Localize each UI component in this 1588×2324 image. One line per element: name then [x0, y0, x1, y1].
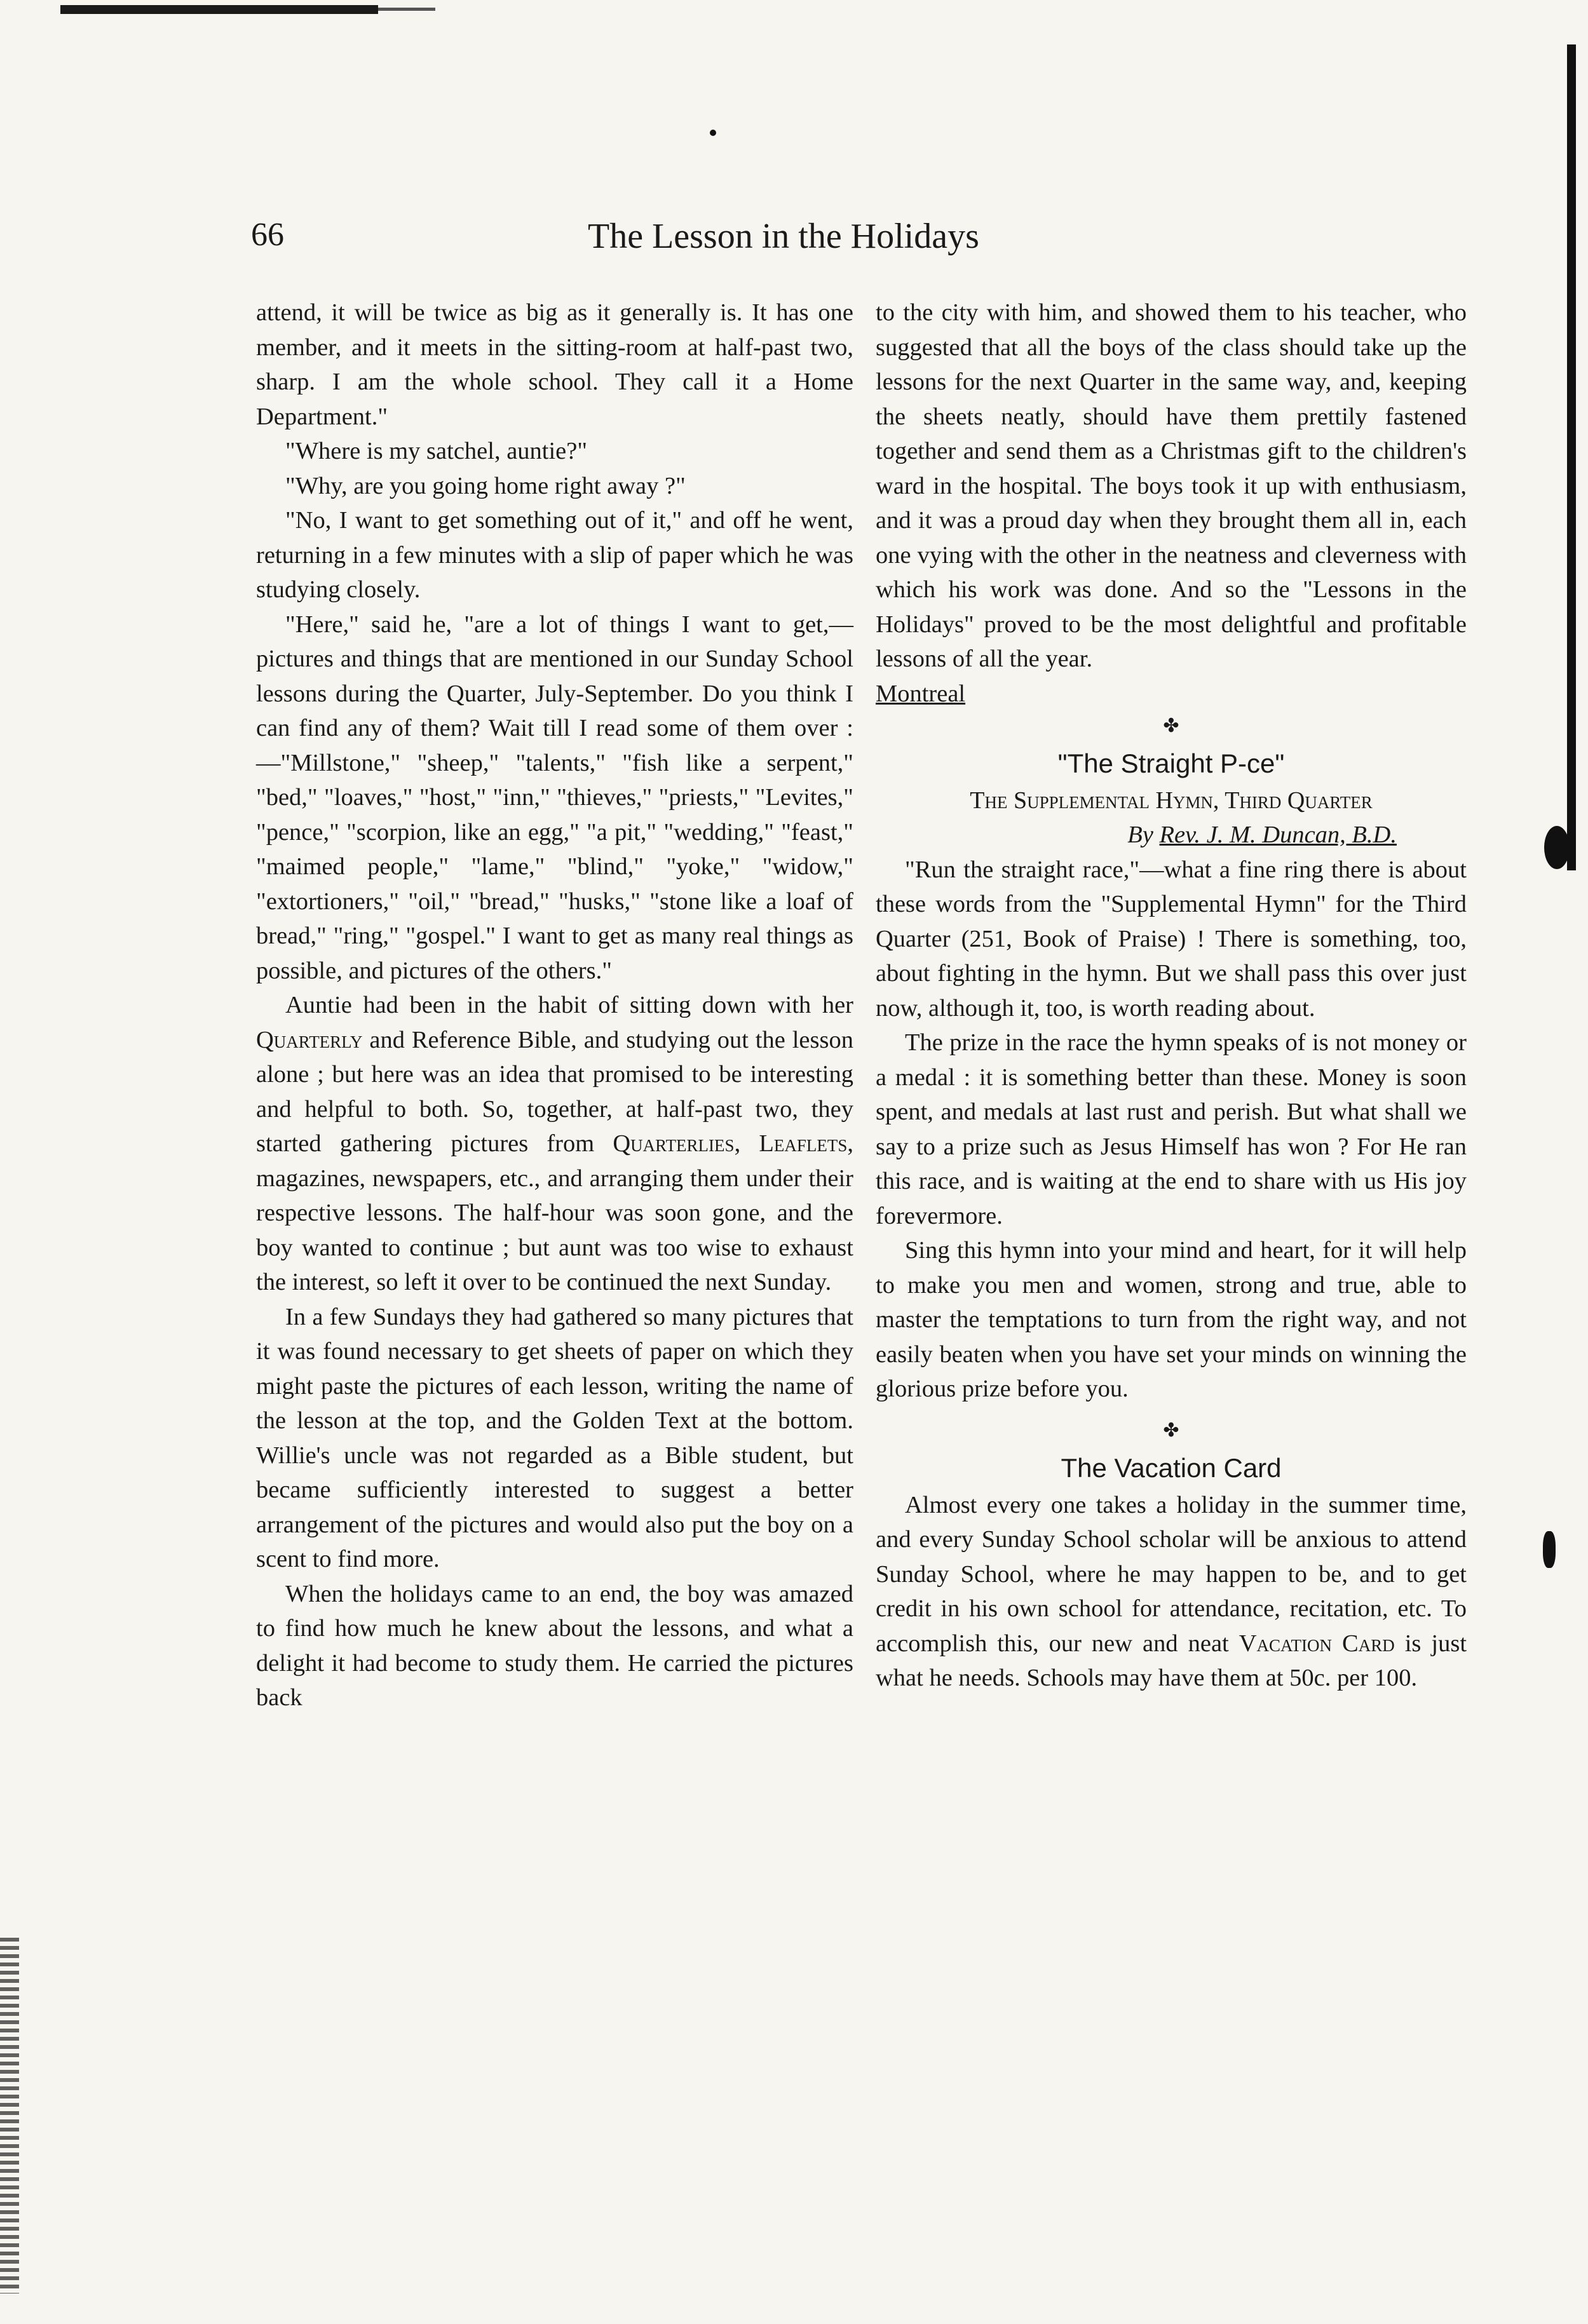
paragraph: Sing this hymn into your mind and heart, for it will help to make you men and women, strong and true, able to master the temptations to turn from the right way, and not easily beaten when you have set your minds on winning the glorious prize before you.: [876, 1237, 1467, 1402]
author-name: Rev. J. M. Duncan, B.D.: [1159, 821, 1397, 848]
paragraph: The prize in the race the hymn speaks of is not money or a medal : it is something better than these. Money is soon spent, and medals at last rust and perish. But what shall we say to a prize such as Jesus Himself has won ? For He ran this race, and is waiting at the end to share with us His joy forevermore.: [876, 1029, 1467, 1229]
leaflets-small-caps: Leaflets: [759, 1130, 848, 1157]
author-prefix: By: [1127, 821, 1160, 848]
article-title: "The Straight P-ce": [1057, 748, 1285, 778]
paragraph: "No, I want to get something out of it," and off he went, returning in a few minutes with a slip of paper which he was studying closely.: [256, 507, 853, 603]
vacation-card-title: The Vacation Card: [1061, 1452, 1282, 1483]
quarterly-small-caps: Quarterly: [256, 1026, 363, 1053]
article-subtitle: The Supplemental Hymn, Third Quarter: [970, 787, 1373, 814]
scan-mark-right-edge: [1567, 44, 1576, 870]
scan-mark-top: [60, 5, 378, 14]
text-run: , magazines, newspapers, etc., and arranging them under their respective lessons. The half-hour was soon gone, and the boy wanted to continue ; but aunt was too wise to exhaust the interest, so left it over to be continued the next Sunday.: [256, 1130, 854, 1295]
text-run: Auntie had been in the habit of sitting down with her: [285, 992, 853, 1018]
paragraph: When the holidays came to an end, the boy was amazed to find how much he knew about the lessons, and what a delight it had become to study them. He carried the pictures back: [256, 1580, 853, 1711]
page-number: 66: [251, 217, 284, 253]
page-header: [251, 216, 1452, 276]
scan-mark-top-faint: [378, 8, 435, 11]
ornament-icon: ✤: [1163, 715, 1179, 736]
paragraph: "Why, are you going home right away ?": [285, 472, 686, 499]
left-column: [256, 295, 853, 1715]
paragraph: "Where is my satchel, auntie?": [285, 438, 588, 464]
running-title: The Lesson in the Holidays: [588, 217, 979, 256]
text-run: Almost every one takes a holiday in the summer time, and every Sunday School scholar will be anxious to attend Sunday School, where he may happen to be, and to get credit in his own school for attendance, recitation, etc. To accomplish this, our new and neat: [876, 1491, 1467, 1657]
paragraph: [256, 988, 853, 1300]
scan-blot-dot: [710, 130, 716, 136]
quarterlies-small-caps: Quarterlies: [613, 1130, 735, 1157]
signoff-location: Montreal: [876, 680, 966, 707]
text-run: and Reference Bible, and studying out the lesson alone ; but here was an idea that promised to be interesting and helpful to both. So, together, at half-past two, they started gathering pictures from: [256, 1026, 853, 1157]
paragraph: to the city with him, and showed them to his teacher, who suggested that all the boys of the class should take up the lessons for the next Quarter in the same way, and, keeping the sheets neatly, should have them prettily fastened together and send them as a Christmas gift to the children's ward in the hospital. The boys took it up with enthusiasm, and it was a proud day when they brought them all in, each one vying with the other in the neatness and cleverness with which his work was done. And so the "Lessons in the Holidays" proved to be the most delightful and profitable lessons of all the year.: [876, 299, 1467, 672]
right-column: [876, 295, 1467, 1696]
paragraph: In a few Sundays they had gathered so many pictures that it was found necessary to get sheets of paper on which they might paste the pictures of each lesson, writing the name of the lesson at the top, and the Golden Text at the bottom. Willie's uncle was not regarded as a Bible student, but became sufficiently interested to suggest a better arrangement of the pictures and would also put the boy on a scent to find more.: [256, 1303, 853, 1572]
paragraph: attend, it will be twice as big as it generally is. It has one member, and it meets in the sitting-room at half-past two, sharp. I am the whole school. They call it a Home Department.": [256, 299, 853, 430]
paragraph: "Run the straight race,"—what a fine ring there is about these words from the "Supplemental Hymn" for the Third Quarter (251, Book of Praise) ! There is something, too, about fighting in the hymn. But we shall pass this over just now, although it, too, is worth reading about.: [876, 856, 1467, 1022]
ornament-icon: ✤: [1163, 1419, 1179, 1441]
text-run: is just what he needs. Schools may have them at 50c. per 100.: [876, 1630, 1467, 1691]
scan-blot-mark: [1543, 1531, 1556, 1568]
scan-mark-left-edge: [0, 1938, 19, 2294]
paragraph: [876, 1488, 1467, 1696]
paragraph: "Here," said he, "are a lot of things I want to get,—pictures and things that are mentioned in our Sunday School lessons during the Quarter, July-September. Do you think I can find any of them? Wait till I read some of them over : —"Millstone," "sheep," "talents," "fish like a serpent," "bed," "loaves," "host," "inn," "thieves," "priests," "Levites," "pence," "scorpion, like an egg," "a pit," "wedding," "feast," "maimed people," "lame," "blind," "yoke," "widow," "extortioners," "oil," "bread," "husks," "stone like a loaf of bread," "ring," "gospel." I want to get as many real things as possible, and pictures of the others.": [256, 611, 853, 984]
scan-blot-hole: [1544, 826, 1570, 869]
article-author: [876, 818, 1467, 853]
vacation-card-small-caps: Vacation Card: [1239, 1630, 1395, 1657]
text-run: ,: [734, 1130, 759, 1157]
